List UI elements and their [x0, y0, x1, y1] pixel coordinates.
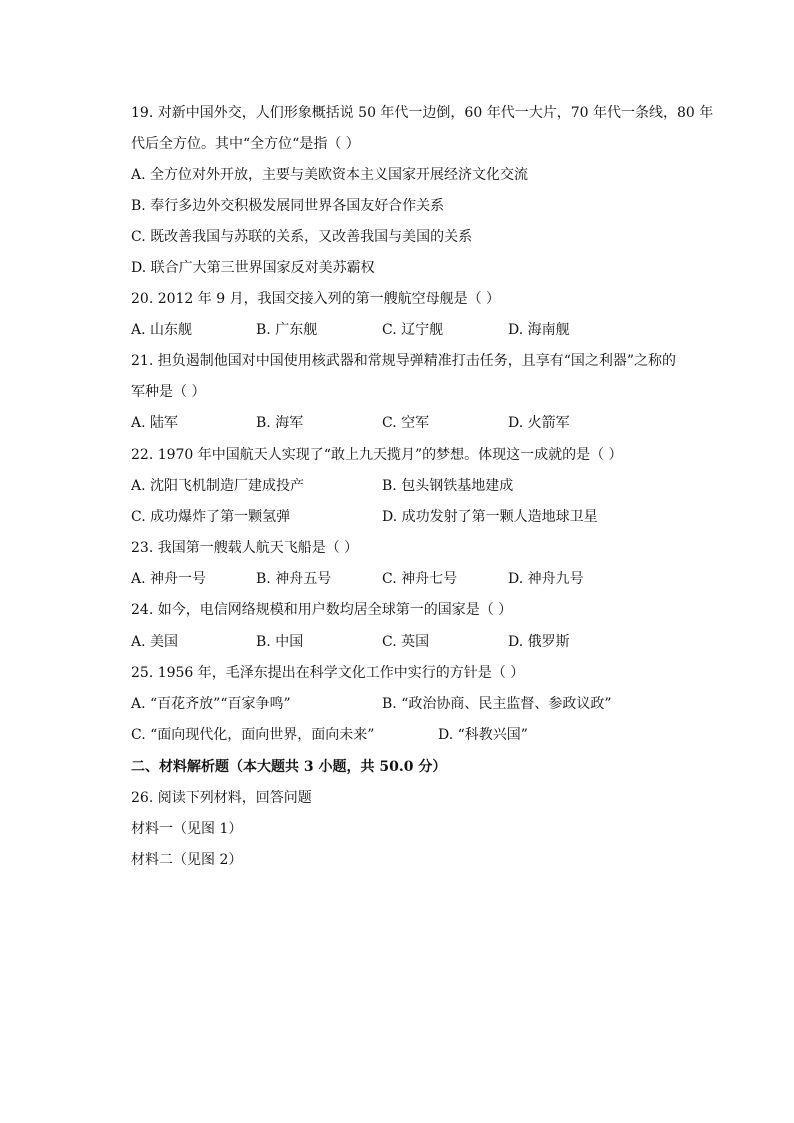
q21-option-c: C. 空军 [382, 415, 430, 431]
q21-stem-line2: 军种是（ ） [131, 384, 206, 400]
q19-option-c: C. 既改善我国与苏联的关系，又改善我国与美国的关系 [131, 229, 473, 245]
q25-option-b: B. “政治协商、民主监督、参政议政” [382, 696, 612, 712]
q22-option-b: B. 包头钢铁基地建成 [382, 478, 514, 494]
q19-option-a: A. 全方位对外开放，主要与美欧资本主义国家开展经济文化交流 [131, 167, 529, 183]
q21-option-d: D. 火箭军 [508, 415, 570, 431]
q22-stem: 22. 1970 年中国航天人实现了“敢上九天揽月”的梦想。体现这一成就的是（ ） [131, 447, 623, 463]
q23-option-b: B. 神舟五号 [256, 571, 332, 587]
q24-option-d: D. 俄罗斯 [508, 634, 570, 650]
section-heading: 二、材料解析题（本大题共 3 小题，共 50.0 分） [131, 759, 447, 775]
q26-material-2: 材料二（见图 2） [131, 852, 243, 868]
q22-option-a: A. 沈阳飞机制造厂建成投产 [131, 478, 305, 494]
q24-option-c: C. 英国 [382, 634, 430, 650]
q19-stem-line1: 19. 对新中国外交，人们形象概括说 50 年代一边倒，60 年代一大片，70 年代一条线，80 年 [131, 105, 714, 121]
q25-option-c: C. “面向现代化，面向世界，面向未来” [131, 727, 375, 743]
q21-option-a: A. 陆军 [131, 415, 179, 431]
q26-material-1: 材料一（见图 1） [131, 821, 243, 837]
q23-option-d: D. 神舟九号 [508, 571, 584, 587]
q21-stem-line1: 21. 担负遏制他国对中国使用核武器和常规导弹精准打击任务，且享有“国之利器”之称的 [131, 353, 677, 369]
q21-option-b: B. 海军 [256, 415, 304, 431]
q26-stem: 26. 阅读下列材料，回答问题 [131, 790, 312, 806]
q23-stem: 23. 我国第一艘载人航天飞船是（ ） [131, 540, 359, 556]
q20-option-c: C. 辽宁舰 [382, 322, 444, 338]
q20-option-b: B. 广东舰 [256, 322, 318, 338]
q19-option-d: D. 联合广大第三世界国家反对美苏霸权 [131, 260, 375, 276]
q25-option-a: A. “百花齐放”“百家争鸣” [131, 696, 291, 712]
q24-stem: 24. 如今，电信网络规模和用户数均居全球第一的国家是（ ） [131, 602, 513, 618]
q20-stem: 20. 2012 年 9 月，我国交接入列的第一艘航空母舰是（ ） [131, 291, 501, 307]
q24-option-a: A. 美国 [131, 634, 179, 650]
q23-option-c: C. 神舟七号 [382, 571, 458, 587]
q20-option-a: A. 山东舰 [131, 322, 193, 338]
q22-option-d: D. 成功发射了第一颗人造地球卫星 [382, 509, 598, 525]
q23-option-a: A. 神舟一号 [131, 571, 207, 587]
q19-stem-line2: 代后全方位。其中“全方位“是指（ ） [131, 136, 360, 152]
q25-stem: 25. 1956 年，毛泽东提出在科学文化工作中实行的方针是（ ） [131, 665, 525, 681]
q24-option-b: B. 中国 [256, 634, 304, 650]
q22-option-c: C. 成功爆炸了第一颗氢弹 [131, 509, 291, 525]
q25-option-d: D. “科教兴国” [438, 727, 528, 743]
q19-option-b: B. 奉行多边外交积极发展同世界各国友好合作关系 [131, 198, 445, 214]
q20-option-d: D. 海南舰 [508, 322, 570, 338]
